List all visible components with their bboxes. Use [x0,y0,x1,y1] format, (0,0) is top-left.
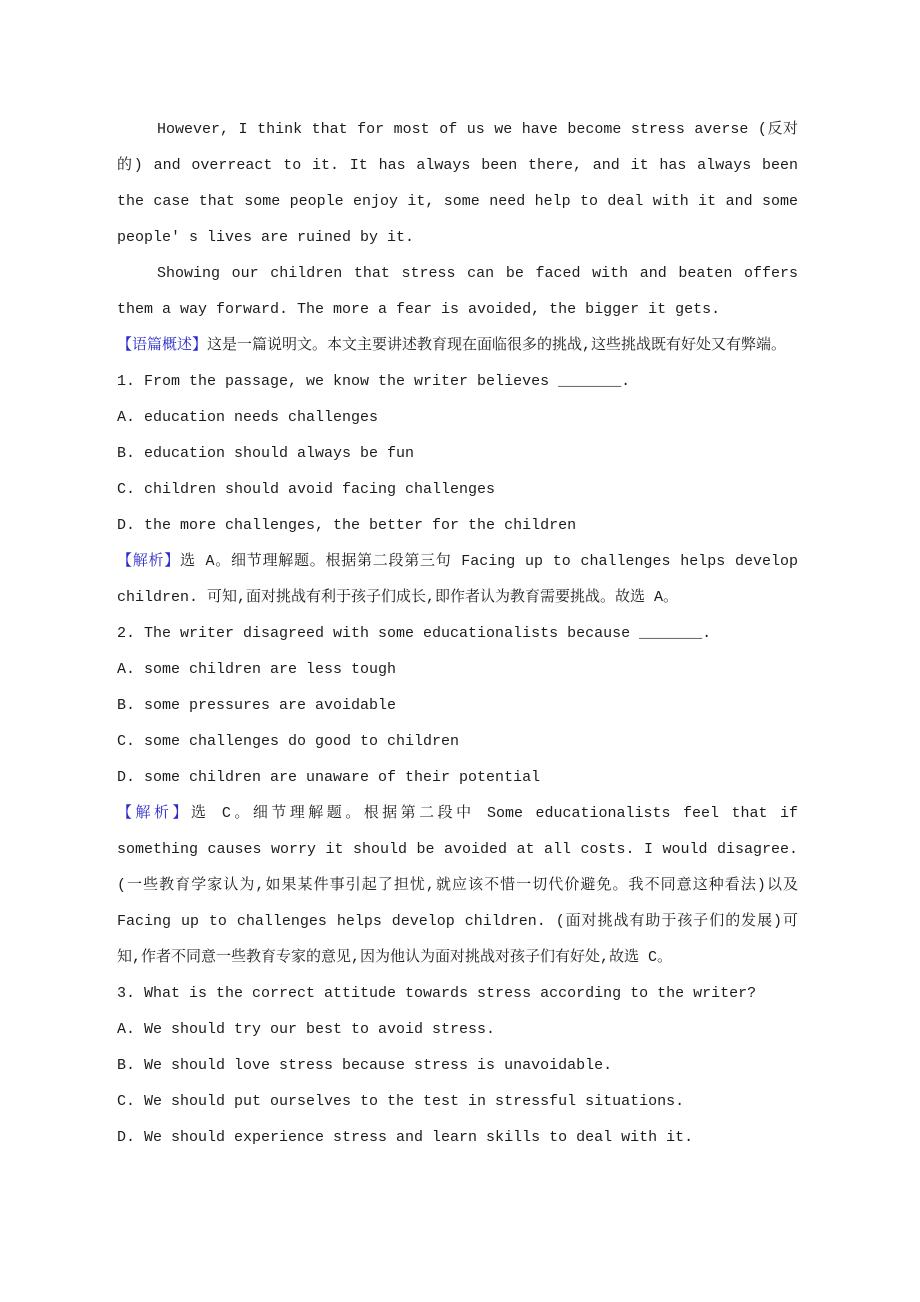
question-2-option-d: D. some children are unaware of their potential [117,769,541,786]
question-1-analysis-text: 选 A。细节理解题。根据第二段第三句 Facing up to challenges helps develop children. 可知,面对挑战有利于孩子们成长,即作者认为教育需要挑战。故选 A。 [117,553,798,606]
question-2-analysis-text: 选 C。细节理解题。根据第二段中 Some educationalists feel that if something causes worry it should be avoided at all costs. I would disagree. (一些教育学家认为,如果某件事引起了担忧,就应该不惜一切代价避免。我不同意这种看法)以及 Facing up to challenges helps develop children. (面对挑战有助于孩子们的发展)可知,作者不同意一些教育专家的意见,因为他认为面对挑战对孩子们有好处,故选 C。 [117,805,798,966]
question-2-analysis-label: 【解析】 [117,805,191,822]
passage-paragraph-2: Showing our children that stress can be faced with and beaten offers them a way forward. The more a fear is avoided, the bigger it gets. [117,265,798,318]
question-2-option-b: B. some pressures are avoidable [117,697,397,714]
question-3-stem: 3. What is the correct attitude towards stress according to the writer? [117,985,757,1002]
question-3-option-d: D. We should experience stress and learn skills to deal with it. [117,1129,694,1146]
question-1-analysis [117,544,798,616]
question-2-analysis [117,796,798,976]
question-2-option-c: C. some challenges do good to children [117,733,460,750]
question-2-option-a: A. some children are less tough [117,661,397,678]
question-1-option-b: B. education should always be fun [117,445,415,462]
question-1-analysis-label: 【解析】 [117,553,180,570]
question-2-stem: 2. The writer disagreed with some educationalists because _______. [117,625,712,642]
question-1-stem: 1. From the passage, we know the writer believes _______. [117,373,631,390]
question-3-option-b: B. We should love stress because stress is unavoidable. [117,1057,613,1074]
summary-text: 这是一篇说明文。本文主要讲述教育现在面临很多的挑战,这些挑战既有好处又有弊端。 [207,337,787,354]
question-3-option-a: A. We should try our best to avoid stress. [117,1021,496,1038]
question-3-option-c: C. We should put ourselves to the test in stressful situations. [117,1093,685,1110]
passage-summary [117,328,798,364]
passage-paragraph-1: However, I think that for most of us we have become stress averse (反对的) and overreact to it. It has always been there, and it has always been the case that some people enjoy it, some need help to deal with it and some people' s lives are ruined by it. [117,121,798,246]
question-1-option-c: C. children should avoid facing challenges [117,481,496,498]
question-1-option-d: D. the more challenges, the better for the children [117,517,577,534]
summary-label: 【语篇概述】 [117,337,208,354]
question-1-option-a: A. education needs challenges [117,409,379,426]
